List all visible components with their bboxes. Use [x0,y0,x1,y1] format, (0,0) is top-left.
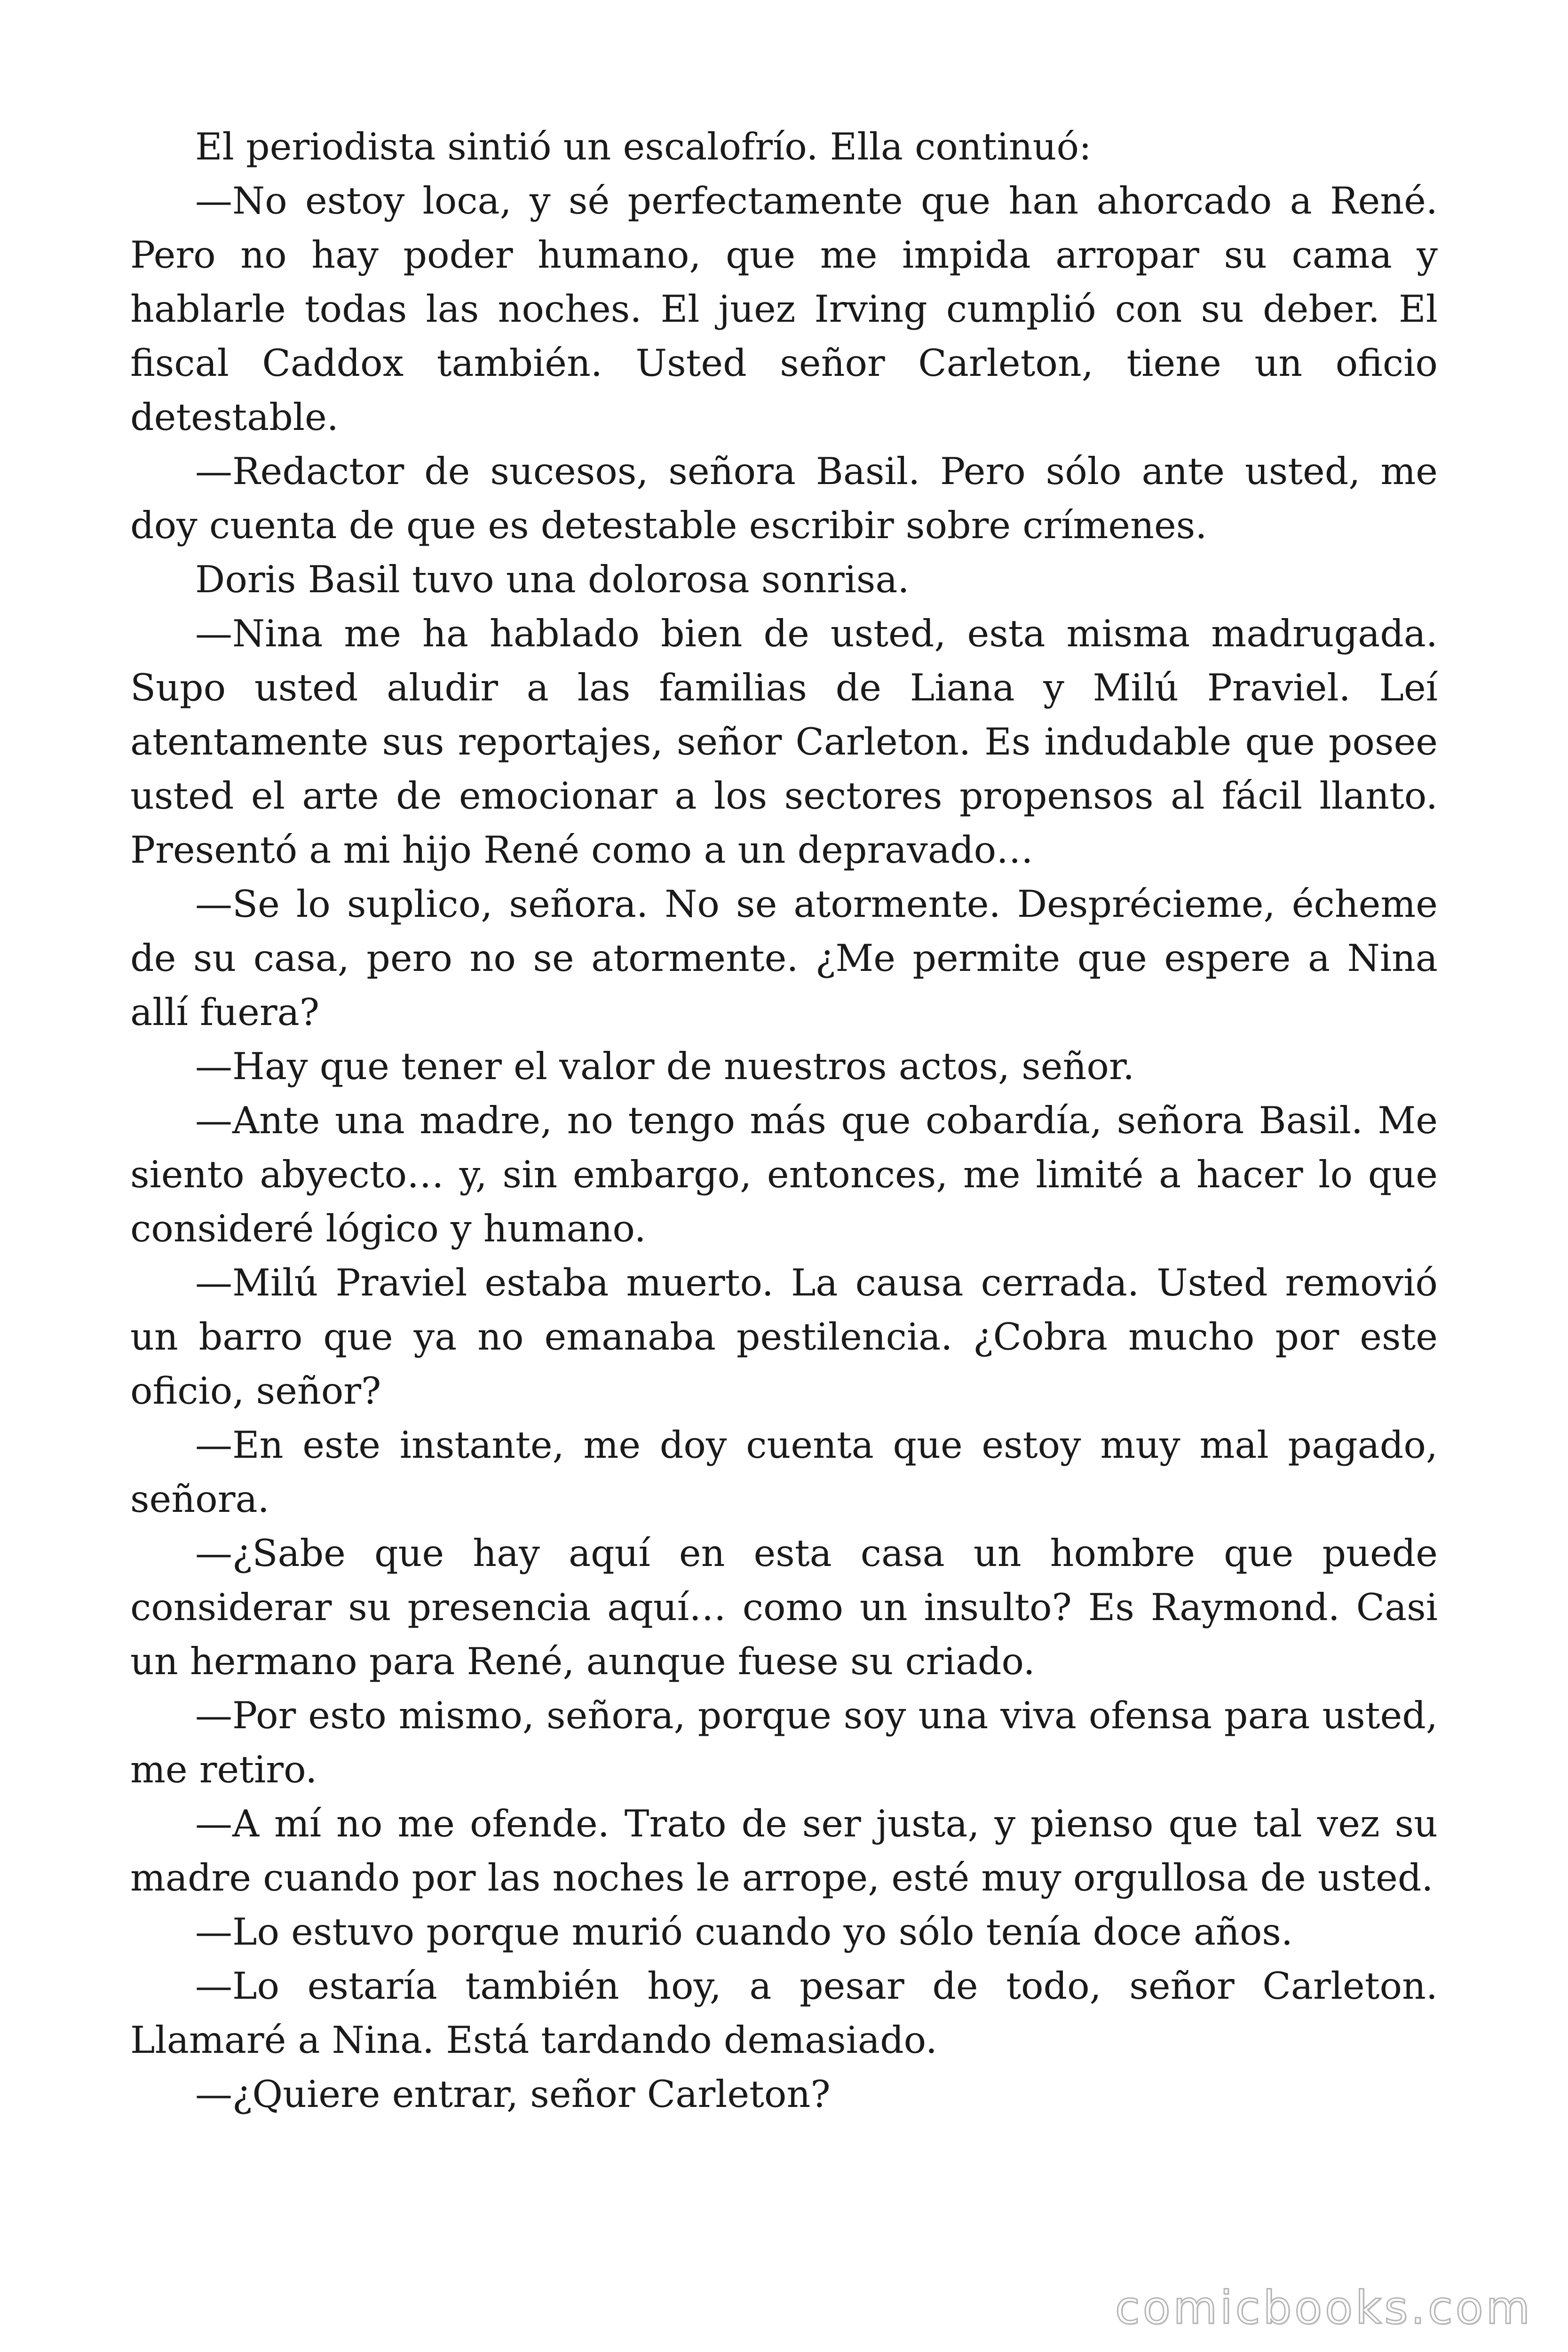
paragraph: —A mí no me ofende. Trato de ser justa, y pienso que tal vez su madre cuando por las noches le arrope, esté muy orgullosa de usted. [130,1802,1438,1899]
paragraph: —¿Quiere entrar, señor Carleton? [195,2073,831,2116]
paragraph: —No estoy loca, y sé perfectamente que han ahorcado a René. Pero no hay poder humano, que me impida arropar su cama y hablarle todas las noches. El juez Irving cumplió con su deber. El fiscal Caddox también. Usted señor Carleton, tiene un oficio detestable. [130,179,1438,439]
paragraph: —Por esto mismo, señora, porque soy una viva ofensa para usted, me retiro. [130,1694,1438,1791]
paragraph: —Milú Praviel estaba muerto. La causa cerrada. Usted removió un barro que ya no emanaba pestilencia. ¿Cobra mucho por este oficio, señor? [130,1261,1438,1413]
paragraph: —Nina me ha hablado bien de usted, esta misma madrugada. Supo usted aludir a las familias de Liana y Milú Praviel. Leí atentamente sus reportajes, señor Carleton. Es indudable que posee usted el arte de emocionar a los sectores propensos al fácil llanto. Presentó a mi hijo René como a un depravado… [130,612,1438,872]
paragraph: —Lo estuvo porque murió cuando yo sólo tenía doce años. [195,1910,1293,1954]
page-body-text [130,120,1438,2122]
site-watermark: comicbooks.com [1115,2281,1533,2334]
paragraph: El periodista sintió un escalofrío. Ella continuó: [195,125,1092,168]
paragraph: —Ante una madre, no tengo más que cobardía, señora Basil. Me siento abyecto… y, sin embargo, entonces, me limité a hacer lo que consideré lógico y humano. [130,1099,1438,1250]
paragraph: —Redactor de sucesos, señora Basil. Pero sólo ante usted, me doy cuenta de que es detestable escribir sobre crímenes. [130,450,1438,547]
paragraph: Doris Basil tuvo una dolorosa sonrisa. [195,558,910,601]
paragraph: —¿Sabe que hay aquí en esta casa un hombre que puede considerar su presencia aquí… como un insulto? Es Raymond. Casi un hermano para René, aunque fuese su criado. [130,1532,1438,1683]
paragraph: —Lo estaría también hoy, a pesar de todo, señor Carleton. Llamaré a Nina. Está tardando demasiado. [130,1964,1438,2062]
paragraph: —Hay que tener el valor de nuestros actos, señor. [195,1045,1135,1088]
paragraph: —Se lo suplico, señora. No se atormente. Desprécieme, écheme de su casa, pero no se atormente. ¿Me permite que espere a Nina allí fuera? [130,882,1438,1034]
paragraph: —En este instante, me doy cuenta que estoy muy mal pagado, señora. [130,1423,1438,1521]
